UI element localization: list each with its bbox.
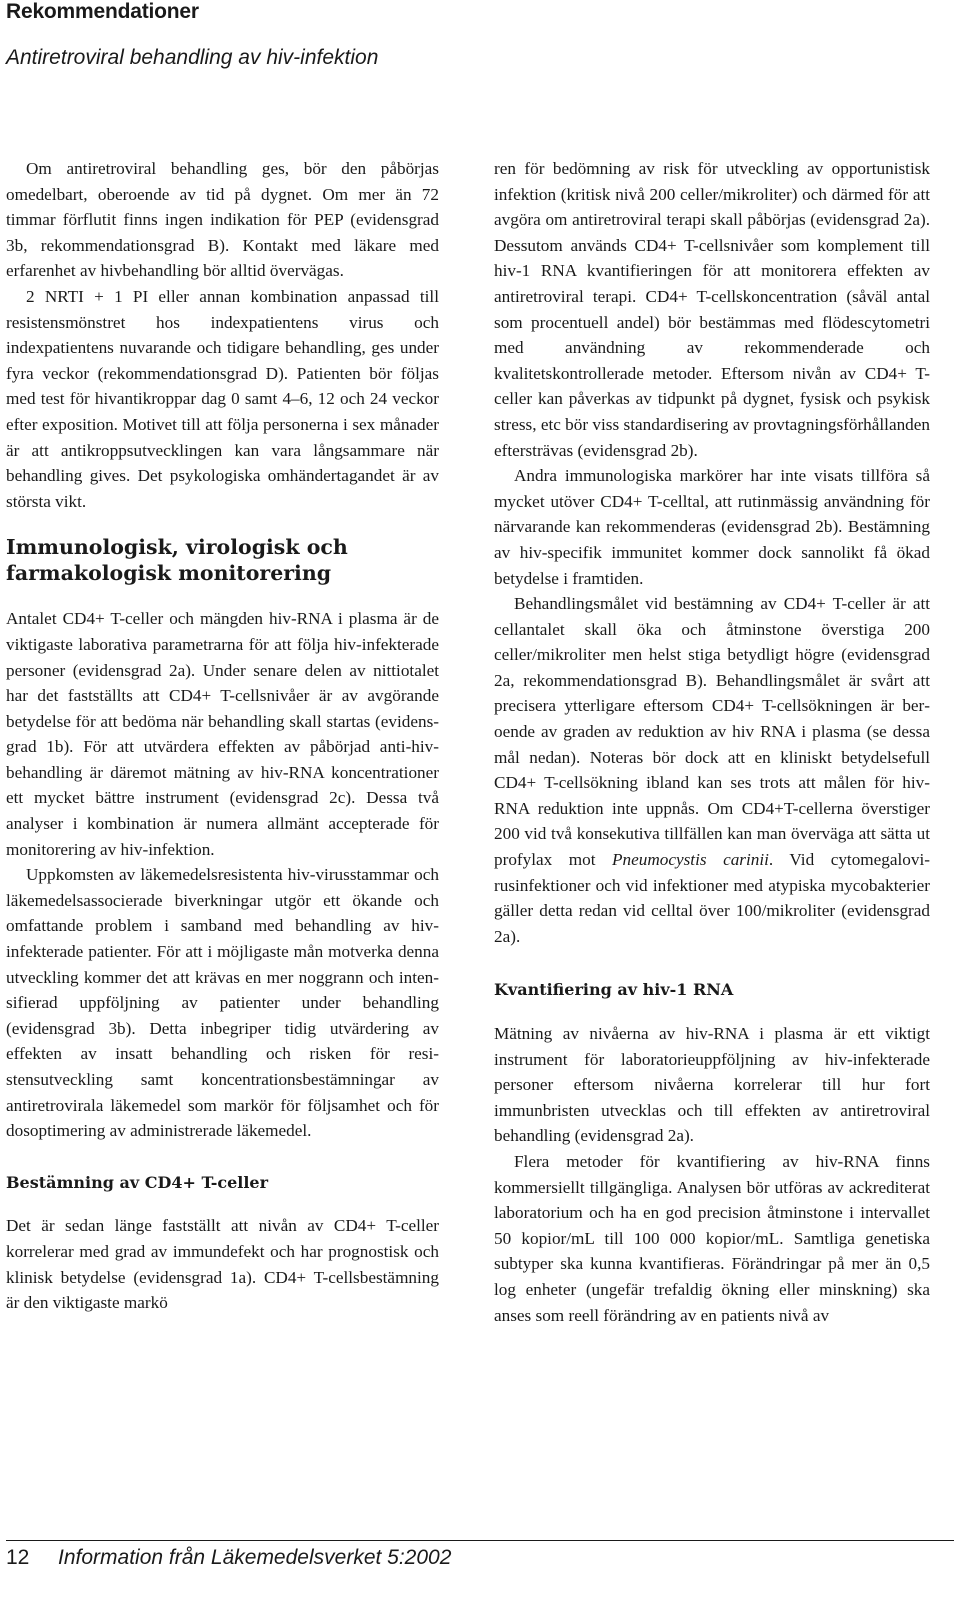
page-footer — [6, 1546, 451, 1570]
footer-rule — [6, 1540, 954, 1541]
left-column — [6, 156, 439, 1316]
paragraph: Antalet CD4+ T-celler och mängden hiv-RNA i plasma är de viktigaste laborativa parametrarna för att följa hiv-infekterade personer (evidensgrad 2a). Under senare delen av nittiotalet har det fastställts att CD4+ T-cellsnivåer är av avgörande betydelse för att bedöma när behandling skall startas (evidensgrad 1b). För att utvärdera effekten av påbörjad anti-hiv-behandling är däremot mätning av hiv-RNA koncentrationer ett mycket bättre instrument (evidensgrad 2c). Dessa två analyser i kombination är numera allmänt accepterade för monitorering av hiv-infektion. — [6, 609, 439, 859]
text-run: . Vid cytomegalovirusinfektioner och vid infektioner med atypiska mycobakterier gäller detta redan vid celltal över 100/mikroliter (evidensgrad 2a). — [494, 850, 930, 946]
right-column — [494, 156, 930, 1328]
paragraph: ren för bedömning av risk för utveckling av opportunistisk infektion (kritisk nivå 200 celler/mikroliter) och därmed för att avgöra om antiretroviral terapi skall påbörjas (evidensgrad 2a). Dessutom används CD4+ T-cellsnivåer som komplement till hiv-1 RNA kvantifieringen för att monitorera effekten av antiretroviral terapi. CD4+ T-cellskoncentration (såväl antal som procentuell andel) bör bestämmas med flödescytometri med användning av rekommenderade och kvalitetskontrollerade metoder. Eftersom nivån av CD4+ T-celler kan påverkas av tidpunkt på dygnet, fysisk och psykisk stress, etc bör viss standardisering av provtagningsförhållanden eftersträvas (evidensgrad 2b). — [494, 159, 930, 460]
page-number: 12 — [6, 1546, 30, 1569]
running-header-title: Rekommendationer — [6, 0, 199, 23]
paragraph: 2 NRTI + 1 PI eller annan kombination anpassad till resistensmönstret hos indexpatientens virus och indexpatientens nuvarande och tidigare behandling, ges under fyra veckor (rekommendationsgrad D). Patienten bör följas med test för hivantikroppar dag 0 samt 4–6, 12 och 24 veckor efter exposition. Motivet till att följa personerna i sex månader är att antikroppsutvecklingen kan vara långsammare när behandling gives. Det psykologiska omhändertagandet är av största vikt. — [6, 286, 439, 511]
paragraph — [494, 591, 930, 949]
section-heading: Immunologisk, virologisk och farmakologisk monitorering — [6, 535, 348, 586]
paragraph: Om antiretroviral behandling ges, bör den påbörjas omedelbart, oberoende av tid på dygnet. Om mer än 72 timmar förflutit finns ingen indikation för PEP (evidensgrad 3b, rekommendationsgrad B). Kontakt med läkare med erfarenhet av hivbehandling bör alltid övervägas. — [6, 159, 439, 281]
text-run: Behandlingsmålet vid bestämning av CD4+ T-celler är att cellantalet skall öka och åtminstone överstiga 200 celler/mikroliter men helst stiga betydligt högre (evidensgrad 2a, rekommendationsgrad B). Behandlingsmålet är svårt att precisera ytterligare eftersom CD4+ T-cellsökningen är beroende av graden av reduktion av hiv RNA i plasma (se dessa mål nedan). Noteras bör dock att en kliniskt betydelsefull CD4+ T-cellsökning ibland kan ses trots att målen för hiv-RNA reduktion inte uppnås. Om CD4+T-cellerna överstiger 200 vid två konsekutiva tillfällen kan man överväga att sätta ut profylax mot — [494, 594, 930, 870]
subsection-heading: Bestämning av CD4+ T-celler — [6, 1172, 269, 1192]
paragraph: Det är sedan länge fastställt att nivån av CD4+ T-celler korrelerar med grad av immundefekt och har prognostisk och klinisk betydelse (evidensgrad 1a). CD4+ T-cellsbestämning är den viktigaste markö — [6, 1216, 439, 1313]
paragraph: Uppkomsten av läkemedelsresistenta hiv-virusstammar och läkemedelsassocierade biverkningar utgör ett ökande och omfattande problem i samband med behandling av hiv-infekterade patienter. För att i möjligaste mån motverka denna utveckling kommer det att krävas en mer noggrann och intensifierad uppföljning av patienter under behandling (evidensgrad 3b). Detta inbegriper tidig utvärdering av effekten av insatt behandling och risken för resistensutveckling samt koncentrationsbestämningar av antiretrovirala läkemedel som markör för följsamhet och för dosoptimering av administrerade läkemedel. — [6, 865, 439, 1141]
paragraph: Andra immunologiska markörer har inte visats tillföra så mycket utöver CD4+ T-celltal, att rutinmässig användning för närvarande kan rekommenderas (evidensgrad 2b). Bestämning av hiv-specifik immunitet kommer dock sannolikt få ökad betydelse i framtiden. — [494, 466, 930, 588]
paragraph: Flera metoder för kvantifiering av hiv-RNA finns kommersiellt tillgängliga. Analysen bör utföras av ackrediterat laboratorium och ha en god precision åtminstone i intervallet 50 kopior/mL till 100 000 kopior/mL. Samtliga genetiska subtyper ska kunna kvantifieras. Förändringar på mer än 0,5 log enheter (ungefär trefaldig ökning eller minskning) ska anses som reell förändring av en patients nivå av — [494, 1151, 930, 1325]
species-name: Pneumocystis carinii — [612, 850, 769, 870]
subsection-heading: Kvantifiering av hiv-1 RNA — [494, 980, 734, 1000]
running-header-subtitle: Antiretroviral behandling av hiv-infektion — [6, 46, 379, 69]
paragraph: Mätning av nivåerna av hiv-RNA i plasma är ett viktigt instrument för laboratorieuppföljning av hiv-infekterade personer eftersom nivåerna korrelerar till hur fort immunbristen utvecklas och till effekten av antiretroviral behandling (evidensgrad 2a). — [494, 1024, 930, 1146]
publication-name: Information från Läkemedelsverket 5:2002 — [58, 1546, 452, 1569]
